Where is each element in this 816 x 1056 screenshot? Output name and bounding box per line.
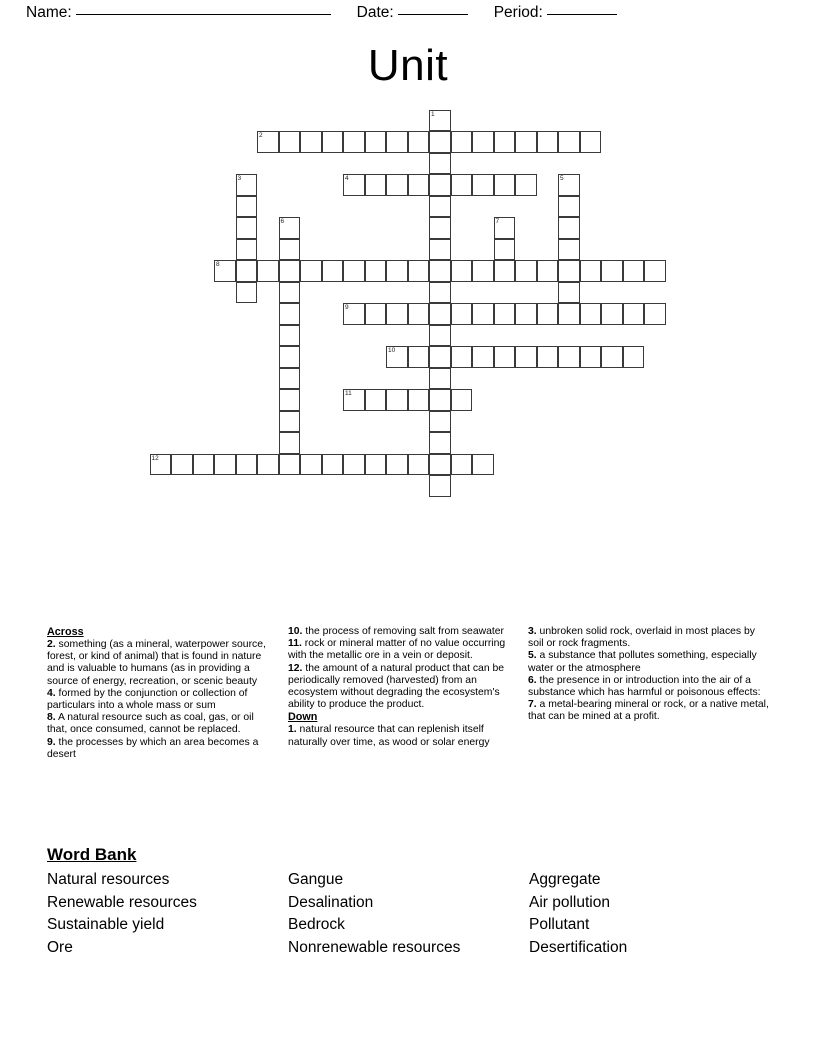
clue-item [47, 639, 271, 688]
crossword-cell[interactable] [429, 454, 451, 476]
crossword-cell[interactable] [300, 131, 322, 153]
clue-item [528, 675, 769, 699]
clue-item [47, 712, 271, 736]
clue-text: the process of removing salt from seawater [302, 626, 505, 637]
clue-item [528, 626, 769, 650]
crossword-cell[interactable] [558, 282, 580, 304]
crossword-cell[interactable] [537, 131, 559, 153]
crossword-cell[interactable] [365, 303, 387, 325]
clues-heading: Down [288, 711, 318, 724]
crossword-cell[interactable] [644, 303, 666, 325]
crossword-cell[interactable] [343, 260, 365, 282]
clue-text: a metal-bearing mineral or rock, or a native metal, that can be mined at a profit. [528, 699, 769, 723]
clue-number: 12. [288, 662, 303, 674]
crossword-cell[interactable] [451, 389, 473, 411]
crossword-cell-number: 4 [345, 175, 349, 182]
page-title: Unit [367, 41, 449, 90]
crossword-cell[interactable] [279, 303, 301, 325]
word-bank-item: Aggregate [529, 871, 601, 888]
clue-text: the presence in or introduction into the air of a substance which has harmful or poisonous effects: [528, 674, 761, 699]
crossword-cell[interactable] [236, 196, 258, 218]
clues-column-2 [288, 626, 520, 749]
crossword-cell[interactable] [257, 454, 279, 476]
word-bank-item: Desalination [288, 893, 374, 911]
crossword-cell[interactable] [451, 346, 473, 368]
word-bank-list [47, 869, 769, 959]
crossword-cell[interactable] [451, 260, 473, 282]
crossword-cell[interactable] [429, 110, 451, 132]
crossword-cell[interactable] [408, 454, 430, 476]
clue-number: 3. [528, 626, 537, 637]
crossword-cell[interactable] [279, 260, 301, 282]
crossword-cell[interactable] [386, 174, 408, 196]
crossword-cell-number: 1 [431, 110, 435, 118]
crossword-cell[interactable] [429, 131, 451, 153]
crossword-cell[interactable] [472, 174, 494, 196]
crossword-cell-number: 11 [345, 390, 352, 397]
crossword-cell[interactable] [386, 346, 408, 368]
crossword-cell[interactable] [601, 260, 623, 282]
crossword-cell-number: 12 [151, 454, 159, 462]
crossword-cell-number: 3 [237, 175, 242, 182]
clue-text: natural resource that can replenish itself naturally over time, as wood or solar energy [288, 724, 490, 748]
crossword-cell-number: 9 [345, 304, 349, 311]
crossword-cell[interactable] [279, 346, 301, 368]
crossword-cell[interactable] [494, 217, 516, 239]
crossword-cell[interactable] [279, 325, 301, 347]
crossword-cell[interactable] [580, 260, 602, 282]
crossword-cell[interactable] [386, 303, 408, 325]
crossword-cell[interactable] [558, 260, 580, 282]
crossword-cell[interactable] [300, 454, 322, 476]
crossword-cell[interactable] [558, 239, 580, 261]
clues-heading: Across [47, 626, 84, 638]
crossword-cell[interactable] [472, 454, 494, 476]
crossword-cell[interactable] [558, 303, 580, 325]
crossword-cell[interactable] [472, 303, 494, 325]
crossword-cell[interactable] [408, 131, 430, 153]
crossword-cell[interactable] [214, 260, 236, 282]
clue-item [47, 688, 271, 712]
crossword-cell[interactable] [451, 174, 473, 196]
crossword-cell[interactable] [386, 260, 408, 282]
crossword-cell[interactable] [429, 196, 451, 218]
crossword-cell[interactable] [537, 260, 559, 282]
crossword-cell[interactable] [558, 131, 580, 153]
crossword-cell[interactable] [365, 174, 387, 196]
crossword-cell[interactable] [408, 346, 430, 368]
crossword-cell[interactable] [429, 260, 451, 282]
period-label: Period: [493, 4, 543, 21]
crossword-cell[interactable] [429, 475, 451, 497]
crossword-cell[interactable] [408, 303, 430, 325]
clue-text: a substance that pollutes something, especially water or the atmosphere [528, 650, 757, 674]
clue-number: 8. [47, 712, 56, 724]
crossword-cell[interactable] [343, 389, 365, 411]
crossword-cell[interactable] [279, 131, 301, 153]
crossword-cell[interactable] [408, 260, 430, 282]
crossword-cell[interactable] [429, 411, 451, 433]
word-bank [47, 843, 769, 959]
crossword-cell[interactable] [236, 239, 258, 261]
crossword-cell[interactable] [623, 260, 645, 282]
crossword-cell[interactable] [451, 454, 473, 476]
crossword-cell[interactable] [537, 303, 559, 325]
crossword-cell[interactable] [257, 260, 279, 282]
crossword-cell[interactable] [601, 346, 623, 368]
crossword-cell-number: 2 [259, 132, 263, 139]
crossword-cell[interactable] [494, 239, 516, 261]
crossword-cell[interactable] [408, 174, 430, 196]
crossword-cell[interactable] [558, 346, 580, 368]
clue-text: unbroken solid rock, overlaid in most places by soil or rock fragments. [528, 626, 755, 650]
crossword-cell[interactable] [558, 196, 580, 218]
clue-number: 2. [47, 639, 56, 650]
clue-number: 6. [528, 674, 537, 686]
crossword-cell[interactable] [472, 260, 494, 282]
clue-item [47, 737, 271, 761]
crossword-cell[interactable] [558, 217, 580, 239]
crossword-cell[interactable] [515, 174, 537, 196]
word-bank-item: Pollutant [529, 916, 590, 933]
crossword-cell[interactable] [343, 131, 365, 153]
clue-number: 9. [47, 736, 56, 748]
crossword-cell[interactable] [322, 454, 344, 476]
crossword-cell[interactable] [279, 368, 301, 390]
crossword-cell[interactable] [343, 303, 365, 325]
clue-number: 10. [288, 626, 303, 637]
crossword-cell[interactable] [214, 454, 236, 476]
crossword-cell[interactable] [472, 131, 494, 153]
clue-item [528, 650, 769, 674]
word-bank-item: Gangue [288, 871, 344, 888]
crossword-cell[interactable] [429, 217, 451, 239]
crossword-cell[interactable] [429, 325, 451, 347]
clue-item [288, 638, 520, 662]
clue-text: A natural resource such as coal, gas, or oil that, once consumed, cannot be replaced. [47, 712, 254, 736]
crossword-cell[interactable] [558, 174, 580, 196]
crossword-cell[interactable] [601, 303, 623, 325]
crossword-cell[interactable] [386, 389, 408, 411]
crossword-cell[interactable] [365, 389, 387, 411]
word-bank-item: Renewable resources [47, 893, 197, 911]
word-bank-item: Nonrenewable resources [288, 938, 461, 956]
clues-column-1 [47, 626, 271, 761]
crossword-cell[interactable] [429, 174, 451, 196]
clue-text: rock or mineral matter of no value occurring with the metallic ore in a vein or deposit. [288, 638, 506, 662]
crossword-cell[interactable] [279, 411, 301, 433]
crossword-cell[interactable] [150, 454, 172, 476]
crossword-cell[interactable] [429, 346, 451, 368]
crossword-cell-number: 10 [388, 347, 396, 354]
crossword-cell[interactable] [515, 346, 537, 368]
clue-number: 7. [528, 699, 537, 711]
clue-text: the processes by which an area becomes a desert [47, 736, 259, 760]
crossword-cell[interactable] [279, 217, 301, 239]
crossword-cell[interactable] [537, 346, 559, 368]
crossword-cell[interactable] [279, 432, 301, 454]
crossword-cell[interactable] [257, 131, 279, 153]
crossword-cell[interactable] [623, 346, 645, 368]
date-label: Date: [356, 4, 394, 21]
name-label: Name: [26, 4, 72, 21]
word-bank-item: Bedrock [288, 916, 345, 933]
crossword-cell[interactable] [429, 282, 451, 304]
clues-section [47, 626, 769, 836]
crossword-cell[interactable] [429, 239, 451, 261]
crossword-cell[interactable] [515, 303, 537, 325]
crossword-cell[interactable] [386, 454, 408, 476]
crossword-cell-number: 8 [216, 261, 220, 268]
word-bank-item: Desertification [529, 938, 628, 956]
crossword-cell[interactable] [515, 260, 537, 282]
crossword-cell[interactable] [171, 454, 193, 476]
crossword-cell[interactable] [365, 260, 387, 282]
word-bank-item: Air pollution [529, 893, 610, 911]
crossword-cell[interactable] [429, 153, 451, 175]
crossword-cell[interactable] [236, 454, 258, 476]
crossword-cell[interactable] [580, 303, 602, 325]
crossword-cell[interactable] [472, 346, 494, 368]
crossword-cell[interactable] [494, 131, 516, 153]
crossword-cell[interactable] [236, 260, 258, 282]
crossword-cell[interactable] [494, 174, 516, 196]
crossword-cell[interactable] [494, 346, 516, 368]
crossword-cell[interactable] [623, 303, 645, 325]
clue-item [288, 663, 520, 712]
crossword-cell-number: 7 [495, 218, 500, 225]
crossword-cell[interactable] [365, 454, 387, 476]
word-bank-title: Word Bank [47, 845, 137, 864]
crossword-cell[interactable] [429, 389, 451, 411]
crossword-cell[interactable] [279, 239, 301, 261]
crossword-cell[interactable] [279, 389, 301, 411]
clue-number: 5. [528, 650, 537, 662]
crossword-cell-number: 6 [280, 218, 285, 225]
clue-number: 11. [288, 638, 302, 650]
crossword-cell[interactable] [408, 389, 430, 411]
crossword-cell[interactable] [322, 260, 344, 282]
clue-text: something (as a mineral, waterpower source, forest, or kind of animal) that is found in nature and is valuable to humans (as in providing a source of energy, recreation, or scenic beauty [47, 639, 266, 687]
crossword-cell[interactable] [644, 260, 666, 282]
crossword-cell[interactable] [429, 303, 451, 325]
clue-item [288, 626, 520, 638]
crossword-cell[interactable] [451, 131, 473, 153]
crossword-cell[interactable] [279, 282, 301, 304]
clue-number: 1. [288, 724, 297, 736]
word-bank-item: Natural resources [47, 871, 170, 888]
crossword-cell[interactable] [236, 217, 258, 239]
clue-item [528, 699, 769, 723]
clue-number: 4. [47, 687, 56, 699]
crossword-cell[interactable] [365, 131, 387, 153]
clue-text: the amount of a natural product that can be periodically removed (harvested) from an ecosystem without degrading the ecosystem's ability to produce the product. [288, 662, 505, 711]
crossword-cell[interactable] [429, 368, 451, 390]
crossword-cell[interactable] [386, 131, 408, 153]
clue-text: formed by the conjunction or collection of particulars into a whole mass or sum [47, 687, 248, 712]
crossword-cell[interactable] [494, 260, 516, 282]
crossword-cell[interactable] [580, 346, 602, 368]
word-bank-item: Sustainable yield [47, 916, 165, 933]
crossword-cell[interactable] [193, 454, 215, 476]
crossword-cell[interactable] [494, 303, 516, 325]
word-bank-item: Ore [47, 938, 73, 956]
crossword-cell[interactable] [236, 174, 258, 196]
crossword-cell[interactable] [451, 303, 473, 325]
crossword-cell[interactable] [580, 131, 602, 153]
crossword-cell[interactable] [515, 131, 537, 153]
crossword-cell[interactable] [343, 174, 365, 196]
crossword-cell[interactable] [343, 454, 365, 476]
crossword-cell[interactable] [322, 131, 344, 153]
clues-column-3 [528, 626, 769, 724]
crossword-cell[interactable] [236, 282, 258, 304]
crossword-cell[interactable] [279, 454, 301, 476]
crossword-cell[interactable] [429, 432, 451, 454]
crossword-cell-number: 5 [560, 175, 564, 182]
clue-item [288, 724, 520, 748]
crossword-cell[interactable] [300, 260, 322, 282]
